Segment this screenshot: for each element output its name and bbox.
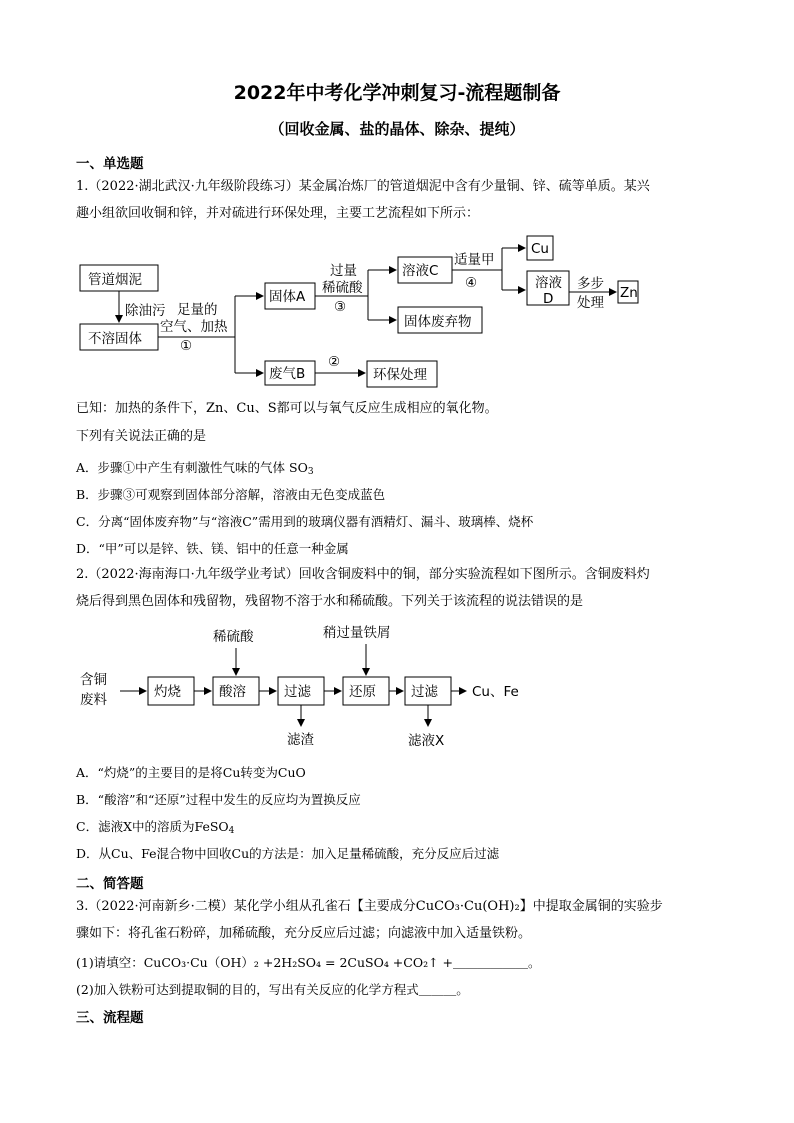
q3-stem-line2: 骤如下：将孔雀石粉碎，加稀硫酸，充分反应后过滤；向滤液中加入适量铁粉。 (76, 926, 532, 941)
dgm1-duobu: 多步 (577, 276, 604, 292)
dgm1-xiliusuan: 稀硫酸 (322, 280, 363, 296)
page-title: 2022年中考化学冲刺复习-流程题制备 (233, 82, 561, 104)
q2-option-b: B．“酸溶”和“还原”过程中发生的反应均为置换反应 (76, 792, 361, 807)
section-heading-short-answer: 二、简答题 (76, 876, 144, 892)
q1-stem-line2: 趣小组欲回收铜和锌，并对硫进行环保处理，主要工艺流程如下所示： (76, 206, 480, 221)
dgm1-rongyeC: 溶液C (402, 263, 439, 279)
dgm1-step3: ③ (334, 299, 347, 315)
q1-option-d: D．“甲”可以是锌、铁、镁、铝中的任意一种金属 (76, 541, 349, 556)
section-heading-single-choice: 一、单选题 (76, 156, 144, 172)
dgm1-guoliang: 过量 (330, 263, 357, 279)
dgm1-rongye: 溶液 (535, 275, 562, 291)
dgm1-huanbao: 环保处理 (373, 367, 427, 383)
dgm1-step2: ② (328, 354, 341, 370)
q1-known: 已知：加热的条件下，Zn、Cu、S都可以与氧气反应生成相应的氧化物。 (76, 401, 498, 416)
dgm1-d: D (543, 291, 554, 307)
dgm1-guandao: 管道烟泥 (88, 272, 142, 288)
dgm2-shaoguoliang: 稍过量铁屑 (323, 625, 391, 641)
dgm2-hantong2: 废料 (80, 692, 107, 708)
q2-option-a: A．“灼烧”的主要目的是将Cu转变为CuO (76, 765, 306, 780)
dgm2-guolv1: 过滤 (284, 684, 311, 700)
dgm2-guolv2: 过滤 (411, 684, 438, 700)
dgm1-feiqi: 固体废弃物 (404, 314, 472, 330)
dgm2-hantong1: 含铜 (80, 672, 107, 688)
dgm2-lvyeX: 滤液X (408, 733, 445, 749)
dgm1-chuyouwu: 除油污 (125, 303, 166, 319)
q1-option-b: B．步骤③可观察到固体部分溶解，溶液由无色变成蓝色 (76, 487, 386, 502)
dgm1-burong: 不溶固体 (88, 331, 142, 347)
dgm1-zuliang1: 足量的 (177, 302, 218, 318)
dgm2-huanyuan: 还原 (349, 684, 376, 700)
q1-ask: 下列有关说法正确的是 (76, 429, 207, 444)
q1-stem-line1: 1.（2022·湖北武汉·九年级阶段练习）某金属冶炼厂的管道烟泥中含有少量铜、锌、硫等单质。某兴 (76, 179, 650, 194)
q2-stem-line1: 2.（2022·海南海口·九年级学业考试）回收含铜废料中的铜，部分实验流程如下图所示。含铜废料灼 (76, 567, 650, 582)
dgm2-zhuoshao: 灼烧 (154, 684, 181, 700)
dgm1-step1: ① (180, 338, 193, 354)
q3-stem-line1: 3.（2022·河南新乡·二模）某化学小组从孔雀石【主要成分CuCO₃·Cu(OH)₂】中提取金属铜的实验步 (76, 899, 663, 914)
q3-part1: (1)请填空：CuCO₃·Cu（OH）₂ +2H₂SO₄ = 2CuSO₄ +CO₂↑ +＿＿＿＿＿＿。 (76, 955, 541, 970)
dgm2-product: Cu、Fe (472, 684, 519, 700)
q1-option-c: C．分离“固体废弃物”与“溶液C”需用到的玻璃仪器有酒精灯、漏斗、玻璃棒、烧杯 (76, 514, 534, 529)
section-heading-process: 三、流程题 (76, 1010, 144, 1026)
dgm1-step4: ④ (465, 275, 478, 291)
dgm2-lvzha: 滤渣 (287, 732, 314, 748)
q2-option-d: D．从Cu、Fe混合物中回收Cu的方法是：加入足量稀硫酸，充分反应后过滤 (76, 846, 500, 861)
dgm1-shiliangjia: 适量甲 (454, 252, 495, 268)
dgm1-cu: Cu (531, 241, 549, 257)
dgm2-xiliusuan: 稀硫酸 (213, 629, 254, 645)
dgm2-suanrong: 酸溶 (219, 684, 246, 700)
dgm1-feiqiB: 废气B (269, 366, 306, 382)
page-subtitle: （回收金属、盐的晶体、除杂、提纯） (269, 120, 525, 138)
q2-stem-line2: 烧后得到黑色固体和残留物，残留物不溶于水和稀硫酸。下列关于该流程的说法错误的是 (76, 594, 584, 609)
q2-option-c: C．滤液X中的溶质为FeSO$_4$ (76, 819, 235, 836)
dgm1-zuliang2: 空气、加热 (160, 319, 228, 335)
q1-option-a: A．步骤①中产生有刺激性气味的气体 $SO_3$ (76, 460, 314, 477)
q3-part2: (2)加入铁粉可达到提取铜的目的，写出有关反应的化学方程式＿＿＿。 (76, 982, 469, 997)
dgm1-chuli: 处理 (577, 295, 604, 311)
dgm1-zn: Zn (620, 285, 638, 301)
dgm1-gutiA: 固体A (269, 289, 306, 305)
